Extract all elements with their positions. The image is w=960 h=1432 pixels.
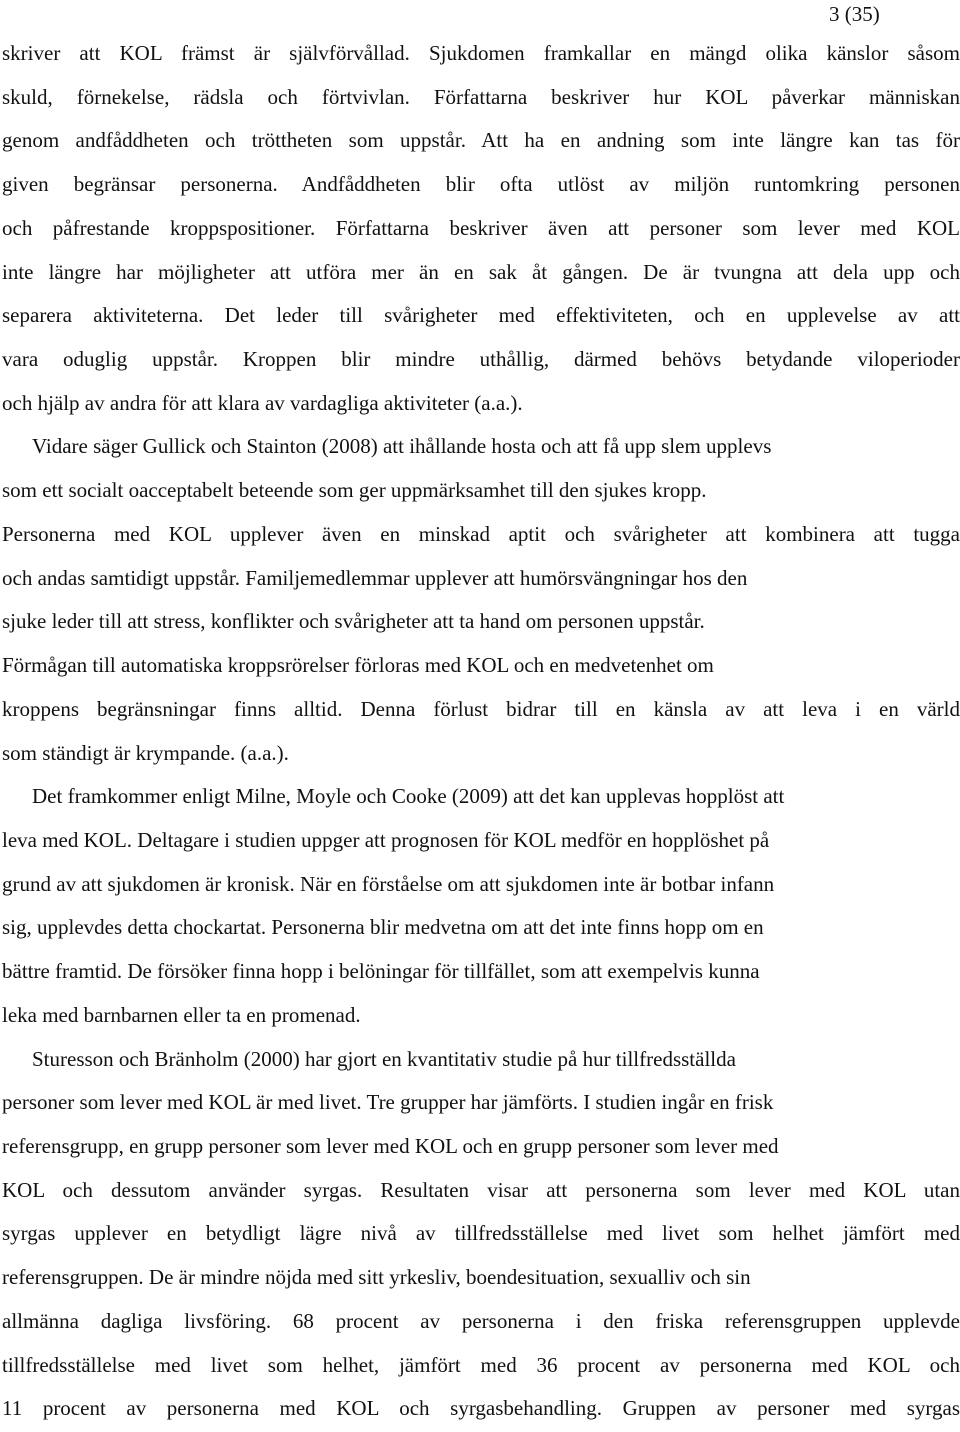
text-line: KOL och dessutom använder syrgas. Resultaten visar att personerna som lever med KOL utan [2, 1177, 960, 1202]
text-line: skuld, förnekelse, rädsla och förtvivlan. Författarna beskriver hur KOL påverkar människan [2, 84, 960, 109]
text-line: genom andfåddheten och tröttheten som uppstår. Att ha en andning som inte längre kan tas för [2, 128, 960, 153]
body-text [2, 32, 960, 1431]
text-line: inte längre har möjligheter att utföra mer än en sak åt gången. De är tvungna att dela upp och [2, 259, 960, 284]
text-line: referensgrupp, en grupp personer som lever med KOL och en grupp personer som lever med [2, 1133, 779, 1158]
text-line: grund av att sjukdomen är kronisk. När en förståelse om att sjukdomen inte är botbar infann [2, 871, 775, 896]
text-line: och påfrestande kroppspositioner. Författarna beskriver även att personer som lever med KOL [2, 215, 960, 240]
text-line: separera aktiviteterna. Det leder till svårigheter med effektiviteten, och en upplevelse av att [2, 303, 960, 328]
text-line: Vidare säger Gullick och Stainton (2008) att ihållande hosta och att få upp slem upplevs [32, 434, 772, 459]
text-line: Sturesson och Bränholm (2000) har gjort en kvantitativ studie på hur tillfredsställda [32, 1046, 736, 1071]
text-line: bättre framtid. De försöker finna hopp i belöningar för tillfället, som att exempelvis kunna [2, 959, 760, 984]
text-line: given begränsar personerna. Andfåddheten blir ofta utlöst av miljön runtomkring personen [2, 172, 960, 197]
page-number: 3 (35) [829, 2, 880, 26]
text-line: som ständigt är krympande. (a.a.). [2, 740, 289, 765]
text-line: som ett socialt oacceptabelt beteende som ger uppmärksamhet till den sjukes kropp. [2, 478, 707, 503]
text-line: skriver att KOL främst är självförvållad. Sjukdomen framkallar en mängd olika känslor såsom [2, 41, 960, 65]
text-line: 11 procent av personerna med KOL och syrgasbehandling. Gruppen av personer med syrgas [2, 1396, 960, 1421]
text-line: Förmågan till automatiska kroppsrörelser förloras med KOL och en medvetenhet om [2, 653, 714, 678]
text-line: syrgas upplever en betydligt lägre nivå av tillfredsställelse med livet som helhet jämfört med [2, 1221, 960, 1246]
text-line: och hjälp av andra för att klara av vardagliga aktiviteter (a.a.). [2, 390, 523, 415]
text-line: vara oduglig uppstår. Kroppen blir mindre uthållig, därmed behövs betydande viloperioder [2, 347, 960, 372]
text-line: Det framkommer enligt Milne, Moyle och Cooke (2009) att det kan upplevas hopplöst att [32, 784, 785, 809]
text-line: sjuke leder till att stress, konflikter och svårigheter att ta hand om personen uppstår. [2, 609, 705, 634]
text-line: leka med barnbarnen eller ta en promenad. [2, 1002, 361, 1027]
text-line: personer som lever med KOL är med livet. Tre grupper har jämförts. I studien ingår en frisk [2, 1090, 774, 1115]
text-line: Personerna med KOL upplever även en minskad aptit och svårigheter att kombinera att tugga [2, 521, 960, 546]
text-line: leva med KOL. Deltagare i studien uppger att prognosen för KOL medför en hopplöshet på [2, 827, 770, 852]
text-line: kroppens begränsningar finns alltid. Denna förlust bidrar till en känsla av att leva i en värld [2, 696, 960, 721]
text-line: och andas samtidigt uppstår. Familjemedlemmar upplever att humörsvängningar hos den [2, 565, 748, 590]
text-line: allmänna dagliga livsföring. 68 procent av personerna i den friska referensgruppen upplevde [2, 1308, 960, 1333]
text-line: sig, upplevdes detta chockartat. Personerna blir medvetna om att det inte finns hopp om en [2, 915, 764, 940]
text-line: referensgruppen. De är mindre nöjda med sitt yrkesliv, boendesituation, sexualliv och sin [2, 1265, 751, 1290]
text-line: tillfredsställelse med livet som helhet, jämfört med 36 procent av personerna med KOL och [2, 1352, 960, 1377]
